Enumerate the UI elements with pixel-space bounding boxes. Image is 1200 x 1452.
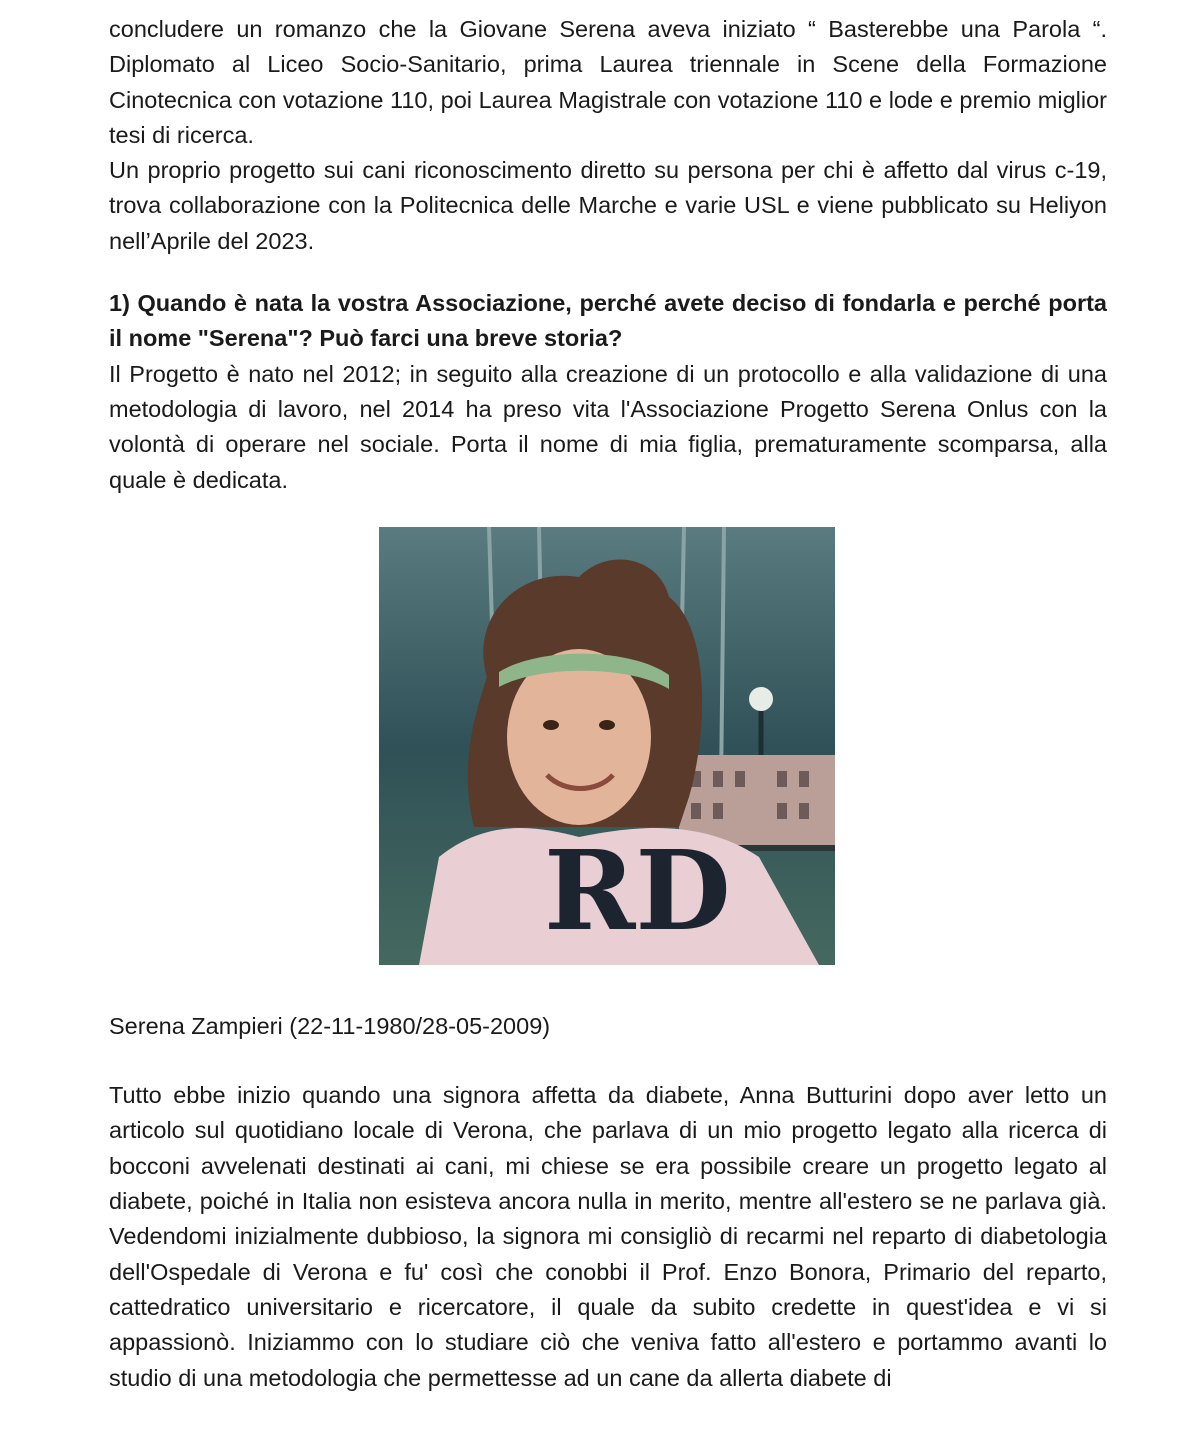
lamp-globe xyxy=(749,687,773,711)
spacer xyxy=(109,1044,1107,1078)
intro-paragraph: concludere un romanzo che la Giovane Serena aveva iniziato “ Basterebbe una Parola “. Diplomato al Liceo Socio-Sanitario, prima Laurea triennale in Scene della Formazione Cinotecnica con votazione 110, poi Laurea Magistrale con votazione 110 e lode e premio miglior tesi di ricerca. xyxy=(109,16,1107,148)
spacer xyxy=(109,259,1107,286)
answer-paragraph: Il Progetto è nato nel 2012; in seguito alla creazione di un protocollo e alla validazione di una metodologia di lavoro, nel 2014 ha preso vita l'Associazione Progetto Serena Onlus con la volontà di operare nel sociale. Porta il nome di mia figlia, prematuramente scomparsa, alla quale è dedicata. xyxy=(109,360,1107,493)
document-page xyxy=(109,12,1107,1396)
portrait-illustration xyxy=(379,527,835,965)
intro-paragraph: Un proprio progetto sui cani riconoscimento diretto su persona per chi è affetto dal virus c-19, trova collaborazione con la Politecnica delle Marche e varie USL e viene pubblicato su Heliyon nell’Aprile del 2023. xyxy=(109,157,1107,254)
shirt-letters: RD xyxy=(544,825,731,955)
photo-caption: Serena Zampieri (22-11-1980/28-05-2009) xyxy=(109,1012,551,1039)
story-paragraph: Tutto ebbe inizio quando una signora affetta da diabete, Anna Butturini dopo aver letto un articolo sul quotidiano locale di Verona, che parlava di un mio progetto legato alla ricerca di bocconi avvelenati destinati ai cani, mi chiese se era possibile creare un progetto legato al diabete, poiché in Italia non esisteva ancora nulla in merito, mentre all'estero se ne parlava già. Vedendomi inizialmente dubbioso, la signora mi consigliò di recarmi nel reparto di diabetologia dell'Ospedale di Verona e fu' così che conobbi il Prof. Enzo Bonora, Primario del reparto, cattedratico universitario e ricercatore, il quale da subito credette in quest'idea e vi si appassionò. Iniziammo con lo studiare ciò che veniva fatto all'estero e portammo avanti lo studio di una metodologia che permettesse ad un cane da allerta diabete di xyxy=(109,1082,1107,1391)
question-heading: 1) Quando è nata la vostra Associazione, perché avete deciso di fondarla e perché porta il nome "Serena"? Può farci una breve storia? xyxy=(109,290,1107,352)
portrait-photo xyxy=(379,527,835,965)
